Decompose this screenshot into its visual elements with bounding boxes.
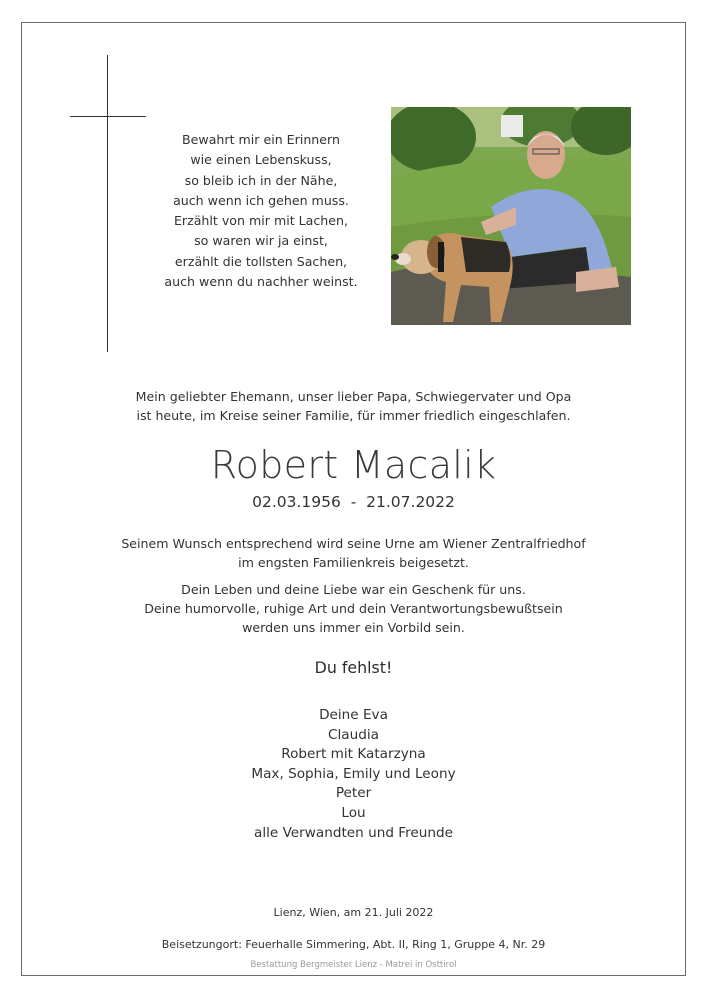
poem [150, 130, 372, 292]
deceased-name: Robert Macalik [210, 443, 497, 487]
mourner: Max, Sophia, Emily und Leony [251, 765, 456, 782]
paragraph-line: Dein Leben und deine Liebe war ein Geschenk für uns. [181, 582, 526, 597]
mourners-list [0, 706, 707, 843]
mourner: Robert mit Katarzyna [281, 746, 426, 763]
cross-icon [107, 55, 108, 352]
poem-line: erzählt die tollsten Sachen, [174, 253, 348, 269]
poem-line: auch wenn ich gehen muss. [173, 192, 349, 208]
mourner: Lou [341, 804, 366, 821]
mourner: alle Verwandten und Freunde [254, 824, 453, 841]
paragraph-line: im engsten Familienkreis beigesetzt. [238, 555, 469, 570]
announcement-line: Mein geliebter Ehemann, unser lieber Papa, Schwiegervater und Opa [135, 389, 572, 404]
poem-line: wie einen Lebenskuss, [190, 152, 332, 168]
paragraph-line: werden uns immer ein Vorbild sein. [242, 620, 465, 635]
poem-line: auch wenn du nachher weinst. [164, 274, 358, 290]
mourner: Deine Eva [319, 707, 388, 723]
missing-you-heading: Du fehlst! [314, 658, 393, 677]
announcement [0, 387, 707, 425]
paragraph-line: Seinem Wunsch entsprechend wird seine Urne am Wiener Zentralfriedhof [121, 536, 586, 551]
mourner: Claudia [328, 726, 379, 743]
life-dates: 02.03.1956 - 21.07.2022 [252, 493, 455, 511]
poem-line: so bleib ich in der Nähe, [184, 172, 338, 188]
announcement-line: ist heute, im Kreise seiner Familie, für immer friedlich eingeschlafen. [136, 408, 571, 423]
mourner: Peter [335, 785, 372, 802]
poem-line: Bewahrt mir ein Erinnern [182, 132, 340, 147]
burial-place: Beisetzungort: Feuerhalle Simmering, Abt. II, Ring 1, Gruppe 4, Nr. 29 [161, 938, 546, 951]
undertaker-credit: Bestattung Bergmeister Lienz - Matrei in Osttirol [250, 960, 457, 970]
paragraph-line: Deine humorvolle, ruhige Art und dein Verantwortungsbewußtsein [144, 601, 563, 616]
poem-line: so waren wir ja einst, [194, 233, 328, 249]
urn-paragraph [0, 534, 707, 572]
poem-line: Erzählt von mir mit Lachen, [173, 213, 349, 229]
portrait-photo [391, 107, 631, 325]
life-paragraph [0, 580, 707, 637]
place-date: Lienz, Wien, am 21. Juli 2022 [273, 906, 434, 919]
cross-icon-bar [70, 116, 146, 117]
